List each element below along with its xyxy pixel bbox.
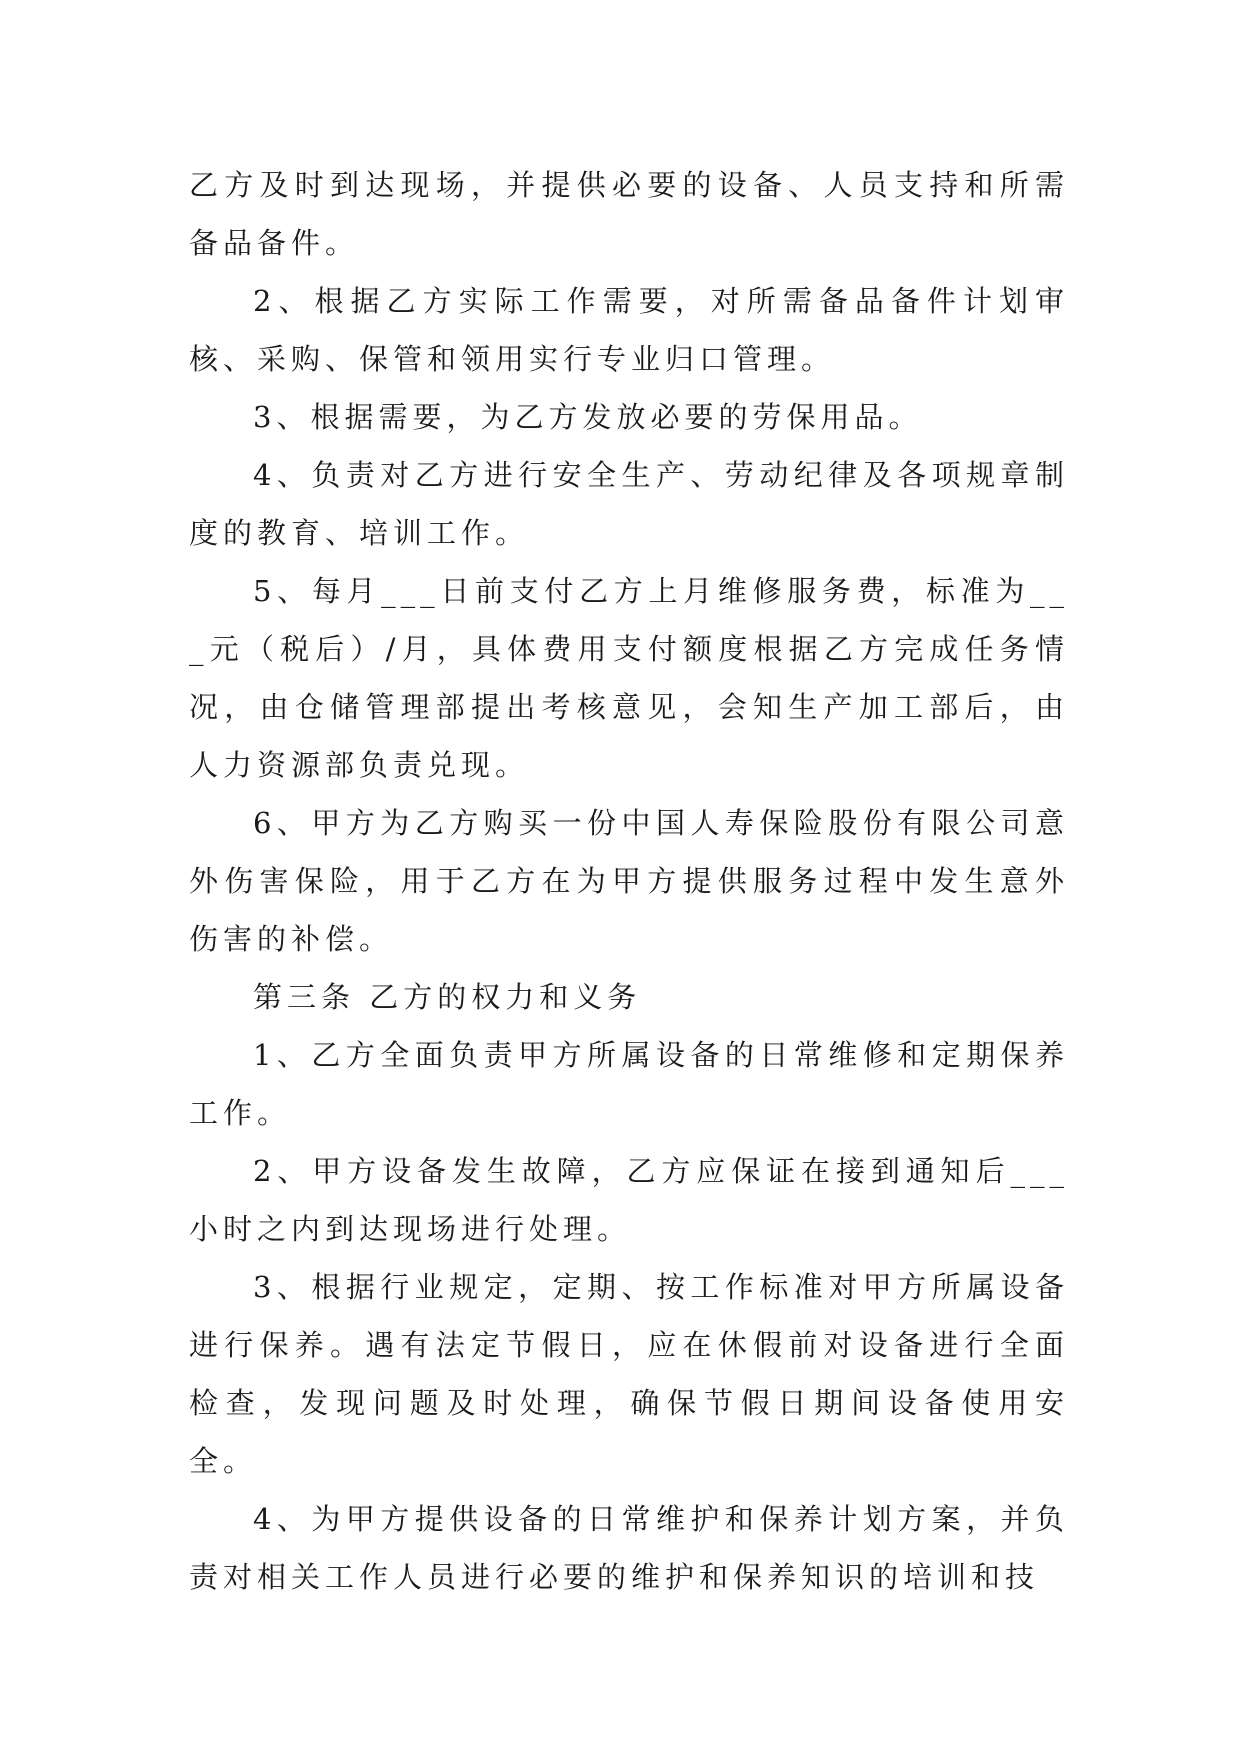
section-heading-article-3: 第三条 乙方的权力和义务 — [253, 980, 642, 1014]
document-body — [189, 156, 1069, 1606]
paragraph-item-6: 6、甲方为乙方购买一份中国人寿保险股份有限公司意外伤害保险，用于乙方在为甲方提供服务过程中发生意外伤害的补偿。 — [189, 806, 1069, 956]
paragraph-item-3: 3、根据需要，为乙方发放必要的劳保用品。 — [253, 400, 923, 434]
paragraph-item-5: 5、每月___日前支付乙方上月维修服务费，标准为___元（税后）/月，具体费用支付额度根据乙方完成任务情况，由仓储管理部提出考核意见，会知生产加工部后，由人力资源部负责兑现。 — [189, 574, 1069, 782]
paragraph-item-2: 2、根据乙方实际工作需要，对所需备品备件计划审核、采购、保管和领用实行专业归口管理。 — [189, 284, 1069, 376]
paragraph-item-2b: 2、甲方设备发生故障，乙方应保证在接到通知后___小时之内到达现场进行处理。 — [189, 1154, 1069, 1246]
paragraph-item-4: 4、负责对乙方进行安全生产、劳动纪律及各项规章制度的教育、培训工作。 — [189, 458, 1069, 550]
paragraph-continuation: 乙方及时到达现场，并提供必要的设备、人员支持和所需备品备件。 — [189, 168, 1069, 260]
paragraph-item-3b: 3、根据行业规定，定期、按工作标准对甲方所属设备进行保养。遇有法定节假日，应在休假前对设备进行全面检查，发现问题及时处理，确保节假日期间设备使用安全。 — [189, 1270, 1069, 1478]
paragraph-item-4b: 4、为甲方提供设备的日常维护和保养计划方案，并负责对相关工作人员进行必要的维护和保养知识的培训和技 — [189, 1502, 1069, 1594]
paragraph-item-1: 1、乙方全面负责甲方所属设备的日常维修和定期保养工作。 — [189, 1038, 1069, 1130]
